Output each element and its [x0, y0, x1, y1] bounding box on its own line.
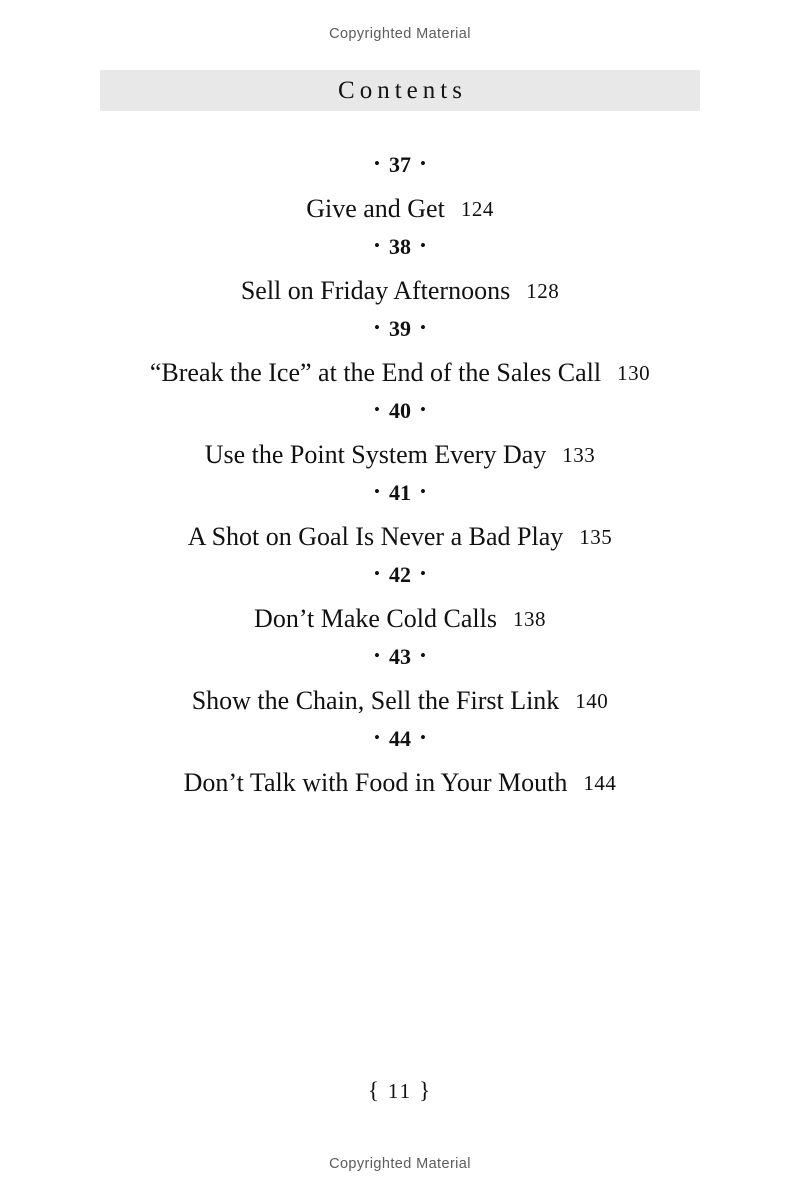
toc-entry-number-value: 43 — [389, 644, 411, 669]
toc-entry-title: Use the Point System Every Day — [204, 440, 547, 469]
bullet-icon: • — [374, 646, 380, 665]
bullet-icon: • — [374, 728, 380, 747]
toc-entry-number-value: 41 — [389, 480, 411, 505]
bullet-icon: • — [420, 728, 426, 747]
toc-entry[interactable] — [0, 222, 800, 304]
page-title: Contents — [338, 76, 467, 104]
toc-entry-title-line — [0, 422, 800, 468]
folio-page-number — [0, 1078, 800, 1104]
bullet-icon: • — [420, 154, 426, 173]
bullet-icon: • — [420, 400, 426, 419]
toc-entry-number-value: 39 — [389, 316, 411, 341]
toc-entry-number-value: 42 — [389, 562, 411, 587]
toc-entry-number — [0, 632, 800, 668]
toc-entry-page: 144 — [583, 771, 617, 795]
copyright-watermark-bottom: Copyrighted Material — [329, 1156, 471, 1172]
toc-entry-title: “Break the Ice” at the End of the Sales Call — [149, 358, 602, 387]
contents-header-band — [100, 70, 700, 111]
toc-entry[interactable] — [0, 468, 800, 550]
bullet-icon: • — [374, 236, 380, 255]
toc-entry-number — [0, 304, 800, 340]
toc-entry[interactable] — [0, 550, 800, 632]
bullet-icon: • — [374, 482, 380, 501]
toc-entry-number — [0, 468, 800, 504]
toc-entry-page: 130 — [617, 361, 651, 385]
toc-entry-title-line — [0, 340, 800, 386]
toc-entry[interactable] — [0, 714, 800, 796]
toc-entry-title: Give and Get — [306, 194, 445, 223]
toc-entry-title-line — [0, 258, 800, 304]
table-of-contents — [0, 140, 800, 796]
toc-entry-number — [0, 140, 800, 176]
folio-open-brace: { — [367, 1078, 381, 1103]
bullet-icon: • — [374, 564, 380, 583]
toc-entry-number-value: 38 — [389, 234, 411, 259]
toc-entry[interactable] — [0, 140, 800, 222]
bullet-icon: • — [420, 318, 426, 337]
toc-entry-title-line — [0, 668, 800, 714]
toc-entry-number — [0, 222, 800, 258]
toc-entry-title: Don’t Talk with Food in Your Mouth — [183, 768, 568, 797]
toc-entry-page: 128 — [526, 279, 560, 303]
bullet-icon: • — [420, 564, 426, 583]
bullet-icon: • — [374, 154, 380, 173]
toc-entry-page: 140 — [575, 689, 609, 713]
toc-entry[interactable] — [0, 304, 800, 386]
folio-number: 11 — [387, 1079, 413, 1103]
toc-entry-page: 135 — [579, 525, 613, 549]
toc-entry[interactable] — [0, 386, 800, 468]
bullet-icon: • — [374, 318, 380, 337]
toc-entry-title: A Shot on Goal Is Never a Bad Play — [187, 522, 564, 551]
toc-entry-title: Sell on Friday Afternoons — [240, 276, 511, 305]
toc-entry-number-value: 40 — [389, 398, 411, 423]
toc-entry-number — [0, 714, 800, 750]
toc-entry-number — [0, 386, 800, 422]
toc-entry-page: 138 — [512, 607, 546, 631]
toc-entry-title-line — [0, 176, 800, 222]
folio-close-brace: } — [419, 1078, 433, 1103]
bullet-icon: • — [420, 646, 426, 665]
toc-entry-page: 133 — [562, 443, 596, 467]
bullet-icon: • — [420, 482, 426, 501]
toc-entry[interactable] — [0, 632, 800, 714]
bullet-icon: • — [420, 236, 426, 255]
toc-entry-number — [0, 550, 800, 586]
toc-entry-number-value: 44 — [389, 726, 411, 751]
toc-entry-number-value: 37 — [389, 152, 411, 177]
toc-entry-title-line — [0, 504, 800, 550]
toc-entry-page: 124 — [460, 197, 494, 221]
bullet-icon: • — [374, 400, 380, 419]
copyright-watermark-top: Copyrighted Material — [329, 26, 471, 42]
toc-entry-title-line — [0, 750, 800, 796]
toc-entry-title-line — [0, 586, 800, 632]
toc-entry-title: Show the Chain, Sell the First Link — [191, 686, 560, 715]
toc-entry-title: Don’t Make Cold Calls — [254, 604, 497, 633]
